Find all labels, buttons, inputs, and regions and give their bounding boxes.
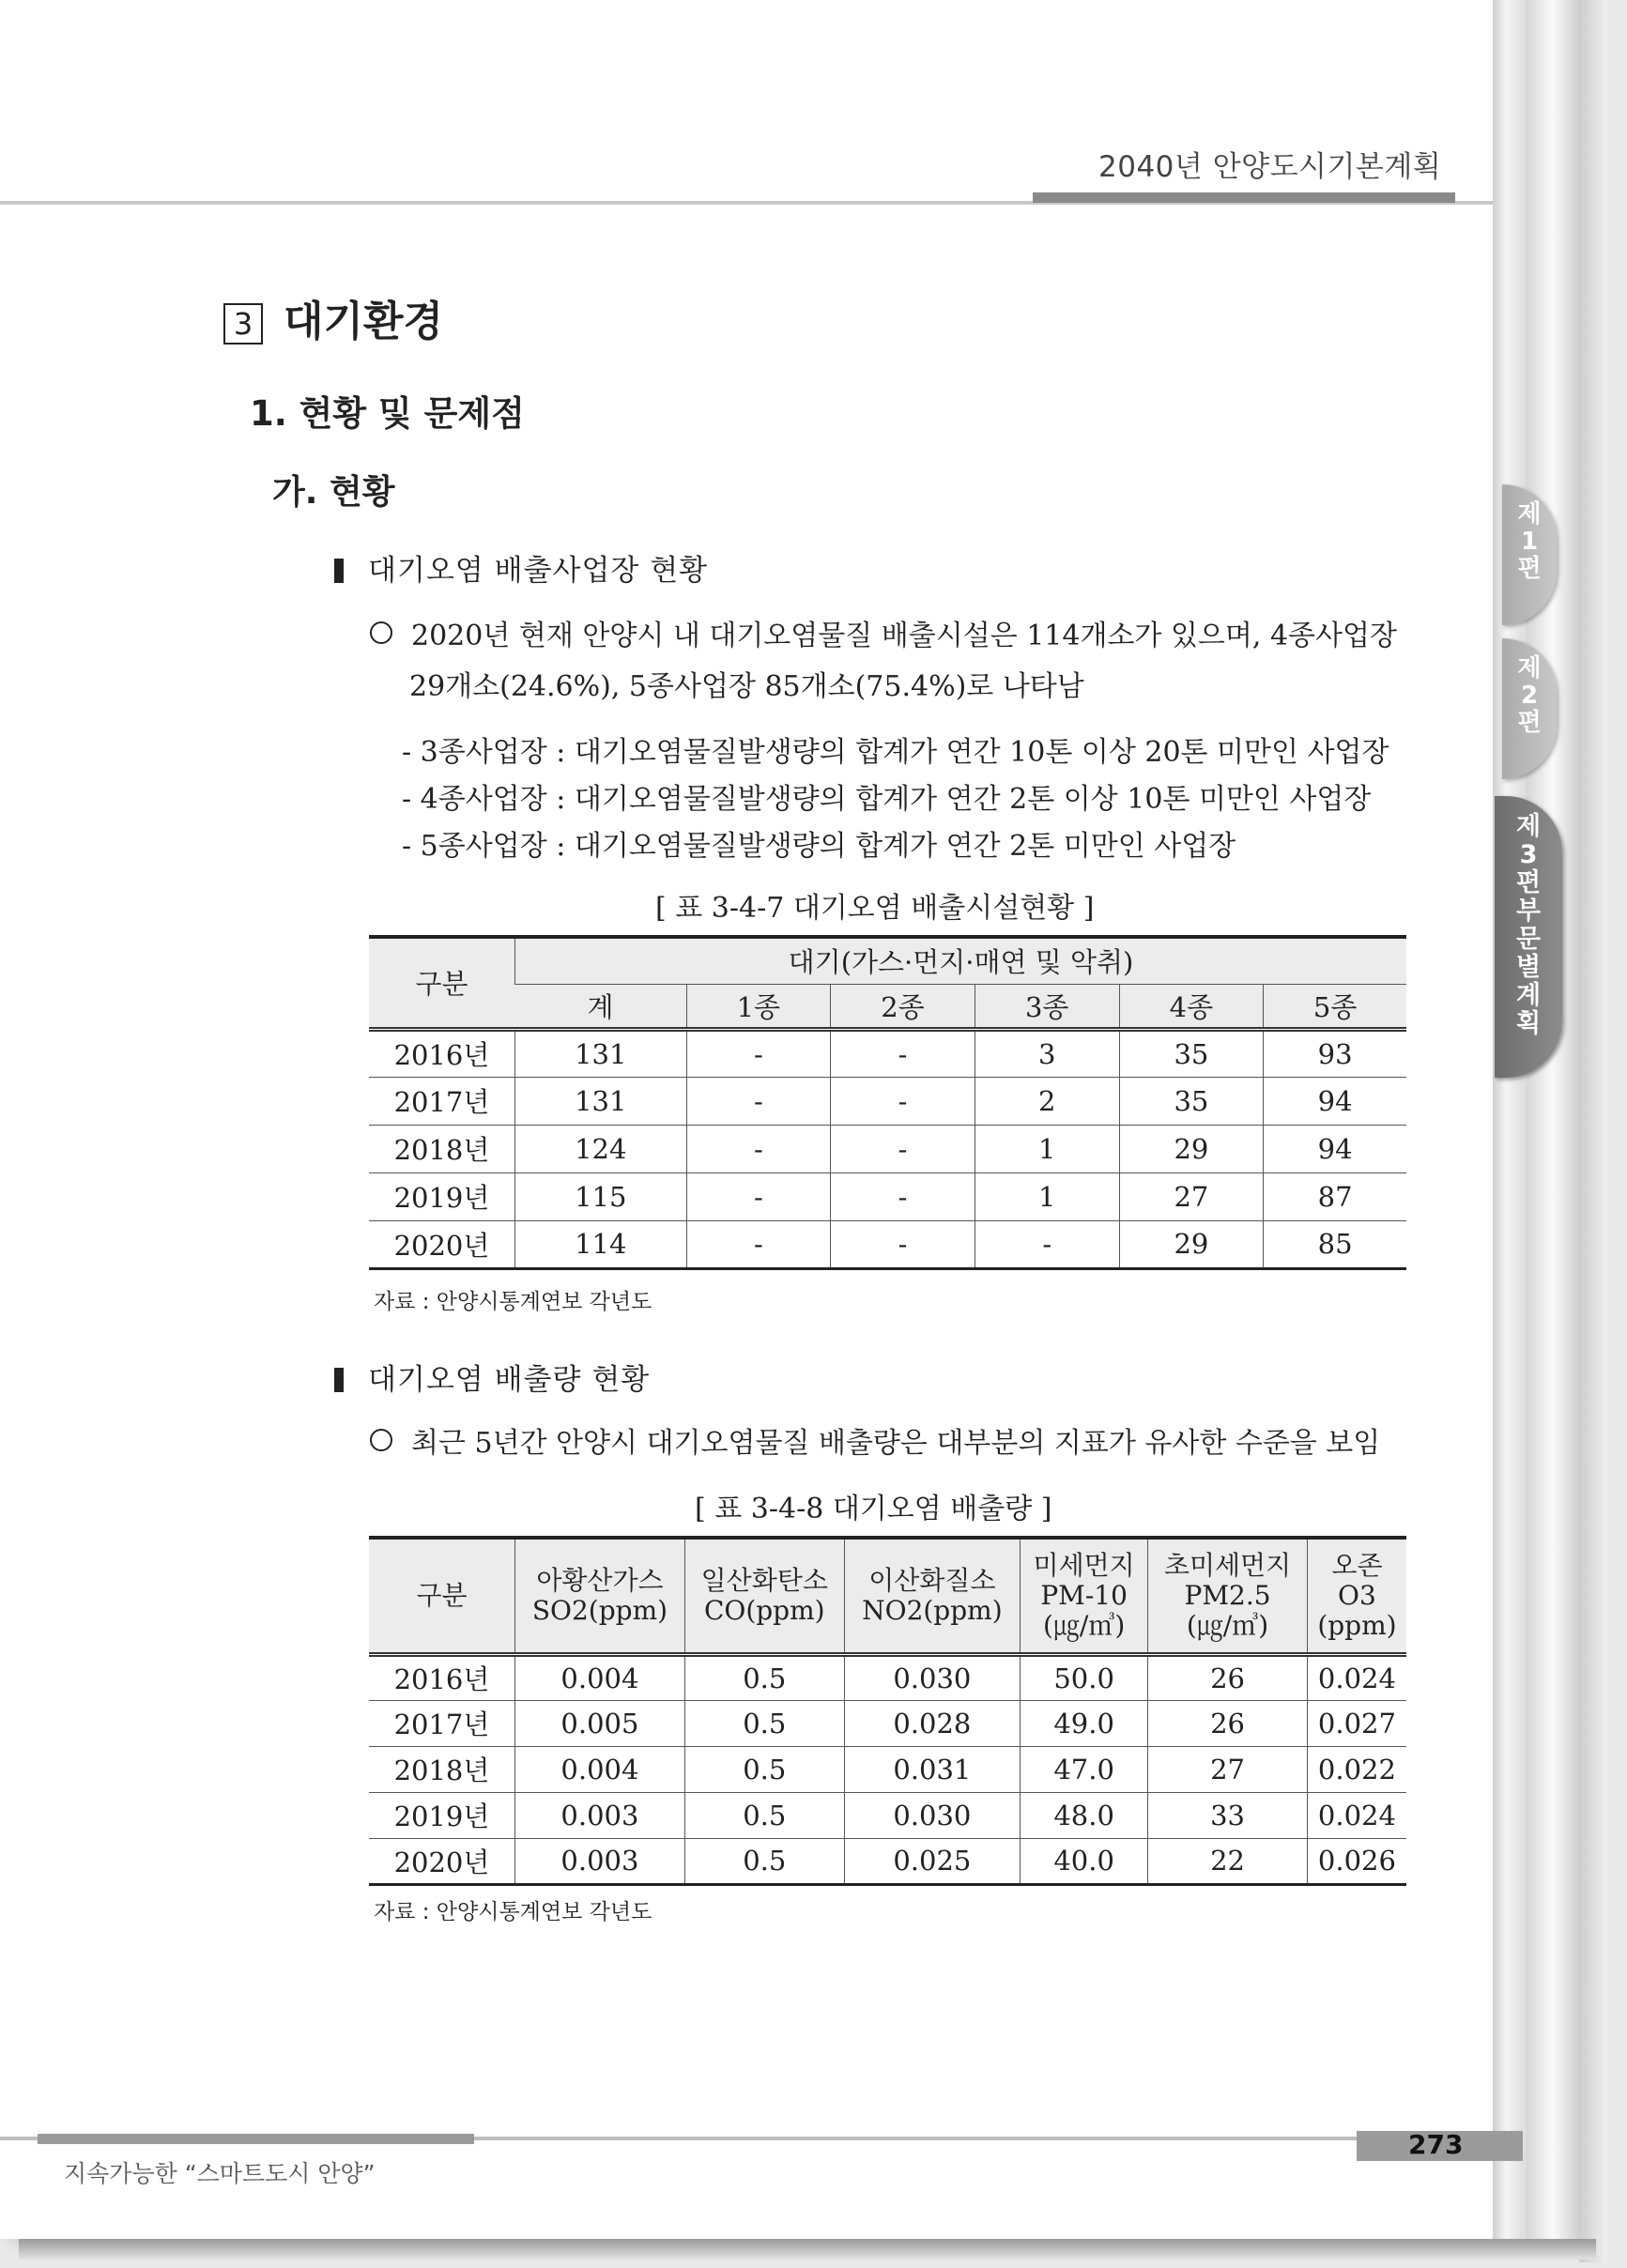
column-header-line: 미세먼지 [1033,1549,1135,1581]
table-caption: [ 표 3-4-7 대기오염 배출시설현황 ] [655,892,1095,925]
table-cell: 124 [515,1125,687,1172]
table-cell: 93 [1264,1029,1406,1077]
table-row [369,1746,1406,1792]
table-cell: 0.5 [684,1746,844,1792]
column-header-line: CO(ppm) [703,1594,825,1626]
table-row [369,1654,1406,1700]
side-tab-part-3-active[interactable] [1495,796,1562,1078]
table-cell: 3 [975,1029,1119,1077]
table-cell: - [686,1172,831,1220]
table-caption: [ 표 3-4-8 대기오염 배출량 ] [695,1493,1052,1525]
table-cell: 29 [1119,1125,1264,1172]
circle-bullet-icon [370,1429,392,1451]
page-number: 273 [1408,2129,1464,2160]
column-header-line: O3 [1338,1579,1376,1611]
column-header [1148,1538,1308,1654]
page-edge [1493,0,1527,2239]
column-header [684,1538,844,1654]
bullet-bar-icon [334,1368,344,1392]
table-source: 자료 : 안양시통계연보 각년도 [374,1900,652,1924]
table-cell: 48.0 [1021,1792,1148,1838]
table-cell: - [831,1077,975,1125]
column-header [844,1538,1021,1654]
table-cell: 0.5 [684,1838,844,1884]
table-row [369,1077,1406,1125]
page-edge [1527,0,1579,2253]
subheading-text: 대기오염 배출사업장 현황 [368,554,709,588]
table-cell: - [686,1029,831,1077]
column-header-line: PM-10 [1040,1579,1128,1611]
table-corner-header: 구분 [369,937,515,1029]
table-cell: 29 [1119,1220,1264,1268]
heading-level-1: 1. 현황 및 문제점 [250,393,525,434]
table-cell: 0.026 [1307,1838,1406,1884]
column-header-line: PM2.5 [1184,1579,1271,1611]
table-cell: 115 [515,1172,687,1220]
side-tab-label: 제 1 편 [1517,500,1542,583]
row-label: 2016년 [369,1654,515,1700]
table-cell: 0.030 [844,1654,1021,1700]
paragraph-text: 최근 5년간 안양시 대기오염물질 배출량은 대부분의 지표가 유사한 수준을 보임 [411,1427,1381,1460]
emission-facilities-table [369,935,1406,1270]
table-cell: - [975,1220,1119,1268]
table-cell: 0.024 [1307,1654,1406,1700]
table-cell: 0.028 [844,1700,1021,1746]
table-cell: 0.5 [684,1654,844,1700]
table-cell: 49.0 [1021,1700,1148,1746]
subheading-emission-amount [334,1356,650,1398]
subheading-emission-facilities [334,546,708,589]
table-row [369,1700,1406,1746]
column-header-line: (ppm) [1317,1609,1397,1641]
page-shadow [19,2239,1596,2260]
paragraph-text: 2020년 현재 안양시 내 대기오염물질 배출시설은 114개소가 있으며, 4종사업장 [411,620,1397,652]
circle-bullet-icon [370,621,392,644]
column-header-line: 오존 [1331,1549,1383,1581]
row-label: 2020년 [369,1220,515,1268]
paragraph-line [370,612,1397,661]
column-header: 2종 [831,984,975,1029]
table-cell: 0.005 [515,1700,685,1746]
table-cell: 0.003 [515,1838,685,1884]
column-header-line: 일산화탄소 [700,1564,828,1596]
table-cell: 0.004 [515,1654,685,1700]
table-cell: 26 [1148,1654,1308,1700]
column-header: 계 [515,984,687,1029]
table-cell: - [686,1125,831,1172]
table-cell: - [686,1077,831,1125]
table-row [369,1838,1406,1884]
section-heading [223,287,443,347]
table-cell: 47.0 [1021,1746,1148,1792]
section-title: 대기환경 [284,298,444,345]
table-cell: 22 [1148,1838,1308,1884]
column-header-line: 초미세먼지 [1163,1549,1292,1581]
table-cell: 131 [515,1029,687,1077]
table-cell: 40.0 [1021,1838,1148,1884]
row-label: 2017년 [369,1700,515,1746]
table-cell: 0.027 [1307,1700,1406,1746]
table-cell: 0.025 [844,1838,1021,1884]
table-cell: 94 [1264,1125,1406,1172]
table-cell: 33 [1148,1792,1308,1838]
table-cell: 87 [1264,1172,1406,1220]
column-header: 1종 [686,984,831,1029]
column-header-line: NO2(ppm) [862,1594,1003,1626]
column-header-line: SO2(ppm) [531,1594,668,1626]
table-group-header: 대기(가스·먼지·매연 및 악취) [515,937,1407,984]
row-label: 2020년 [369,1838,515,1884]
side-tab-label: 제 2 편 [1517,654,1542,737]
column-header-line: 아황산가스 [536,1564,664,1596]
heading-level-2: 가. 현황 [272,473,395,512]
table-cell: 0.031 [844,1746,1021,1792]
table-row [369,1125,1406,1172]
footer-rule-accent [38,2134,474,2144]
table-row [369,1029,1406,1077]
table-cell: - [831,1029,975,1077]
column-header [1307,1538,1406,1654]
table-cell: 27 [1119,1172,1264,1220]
side-tab-label: 제 3 편 부 문 별 계 획 [1515,812,1542,1038]
table-row [369,1172,1406,1220]
row-label: 2019년 [369,1172,515,1220]
column-header-line: (㎍/㎥) [1042,1609,1126,1641]
column-header: 5종 [1264,984,1406,1029]
column-header: 4종 [1119,984,1264,1029]
row-label: 2019년 [369,1792,515,1838]
table-cell: 131 [515,1077,687,1125]
table-cell: - [686,1220,831,1268]
table-cell: 26 [1148,1700,1308,1746]
page-edge [1579,0,1607,2262]
table-cell: 1 [975,1172,1119,1220]
definition-line: - 4종사업장 : 대기오염물질발생량의 합계가 연간 2톤 이상 10톤 미만인 사업장 [402,783,1372,816]
column-header [1021,1538,1148,1654]
table-cell: 35 [1119,1029,1264,1077]
row-label: 2016년 [369,1029,515,1077]
table-row [369,1792,1406,1838]
table-cell: - [831,1172,975,1220]
column-header [515,1538,685,1654]
table-row [369,1220,1406,1268]
table-cell: 27 [1148,1746,1308,1792]
table-cell: 114 [515,1220,687,1268]
table-cell: 35 [1119,1077,1264,1125]
header-rule-accent [1033,192,1455,203]
table-cell: 0.004 [515,1746,685,1792]
row-label: 2018년 [369,1746,515,1792]
footer-slogan: 지속가능한 “스마트도시 안양” [64,2160,376,2187]
paragraph-line: 29개소(24.6%), 5종사업장 85개소(75.4%)로 나타남 [409,670,1084,703]
table-cell: 0.003 [515,1792,685,1838]
column-header: 3종 [975,984,1119,1029]
table-source: 자료 : 안양시통계연보 각년도 [374,1290,652,1314]
table-cell: 0.022 [1307,1746,1406,1792]
table-cell: 2 [975,1077,1119,1125]
table-cell: - [831,1125,975,1172]
table-cell: 85 [1264,1220,1406,1268]
table-cell: 50.0 [1021,1654,1148,1700]
table-cell: - [831,1220,975,1268]
header-title: 2040년 안양도시기본계획 [1098,150,1442,184]
emission-amount-table [369,1536,1406,1886]
bullet-bar-icon [334,559,344,583]
definition-line: - 3종사업장 : 대기오염물질발생량의 합계가 연간 10톤 이상 20톤 미만인 사업장 [402,736,1389,769]
subheading-text: 대기오염 배출량 현황 [368,1363,651,1397]
column-header-line: 이산화질소 [868,1564,996,1596]
table-cell: 1 [975,1125,1119,1172]
section-number-box: 3 [223,303,263,345]
column-header-line: (㎍/㎥) [1186,1609,1269,1641]
paragraph-line [370,1419,1380,1468]
row-label: 2018년 [369,1125,515,1172]
definition-line: - 5종사업장 : 대기오염물질발생량의 합계가 연간 2톤 미만인 사업장 [402,830,1236,863]
table-cell: 94 [1264,1077,1406,1125]
table-cell: 0.5 [684,1700,844,1746]
table-corner-header: 구분 [369,1538,515,1654]
table-cell: 0.024 [1307,1792,1406,1838]
table-cell: 0.030 [844,1792,1021,1838]
table-cell: 0.5 [684,1792,844,1838]
row-label: 2017년 [369,1077,515,1125]
